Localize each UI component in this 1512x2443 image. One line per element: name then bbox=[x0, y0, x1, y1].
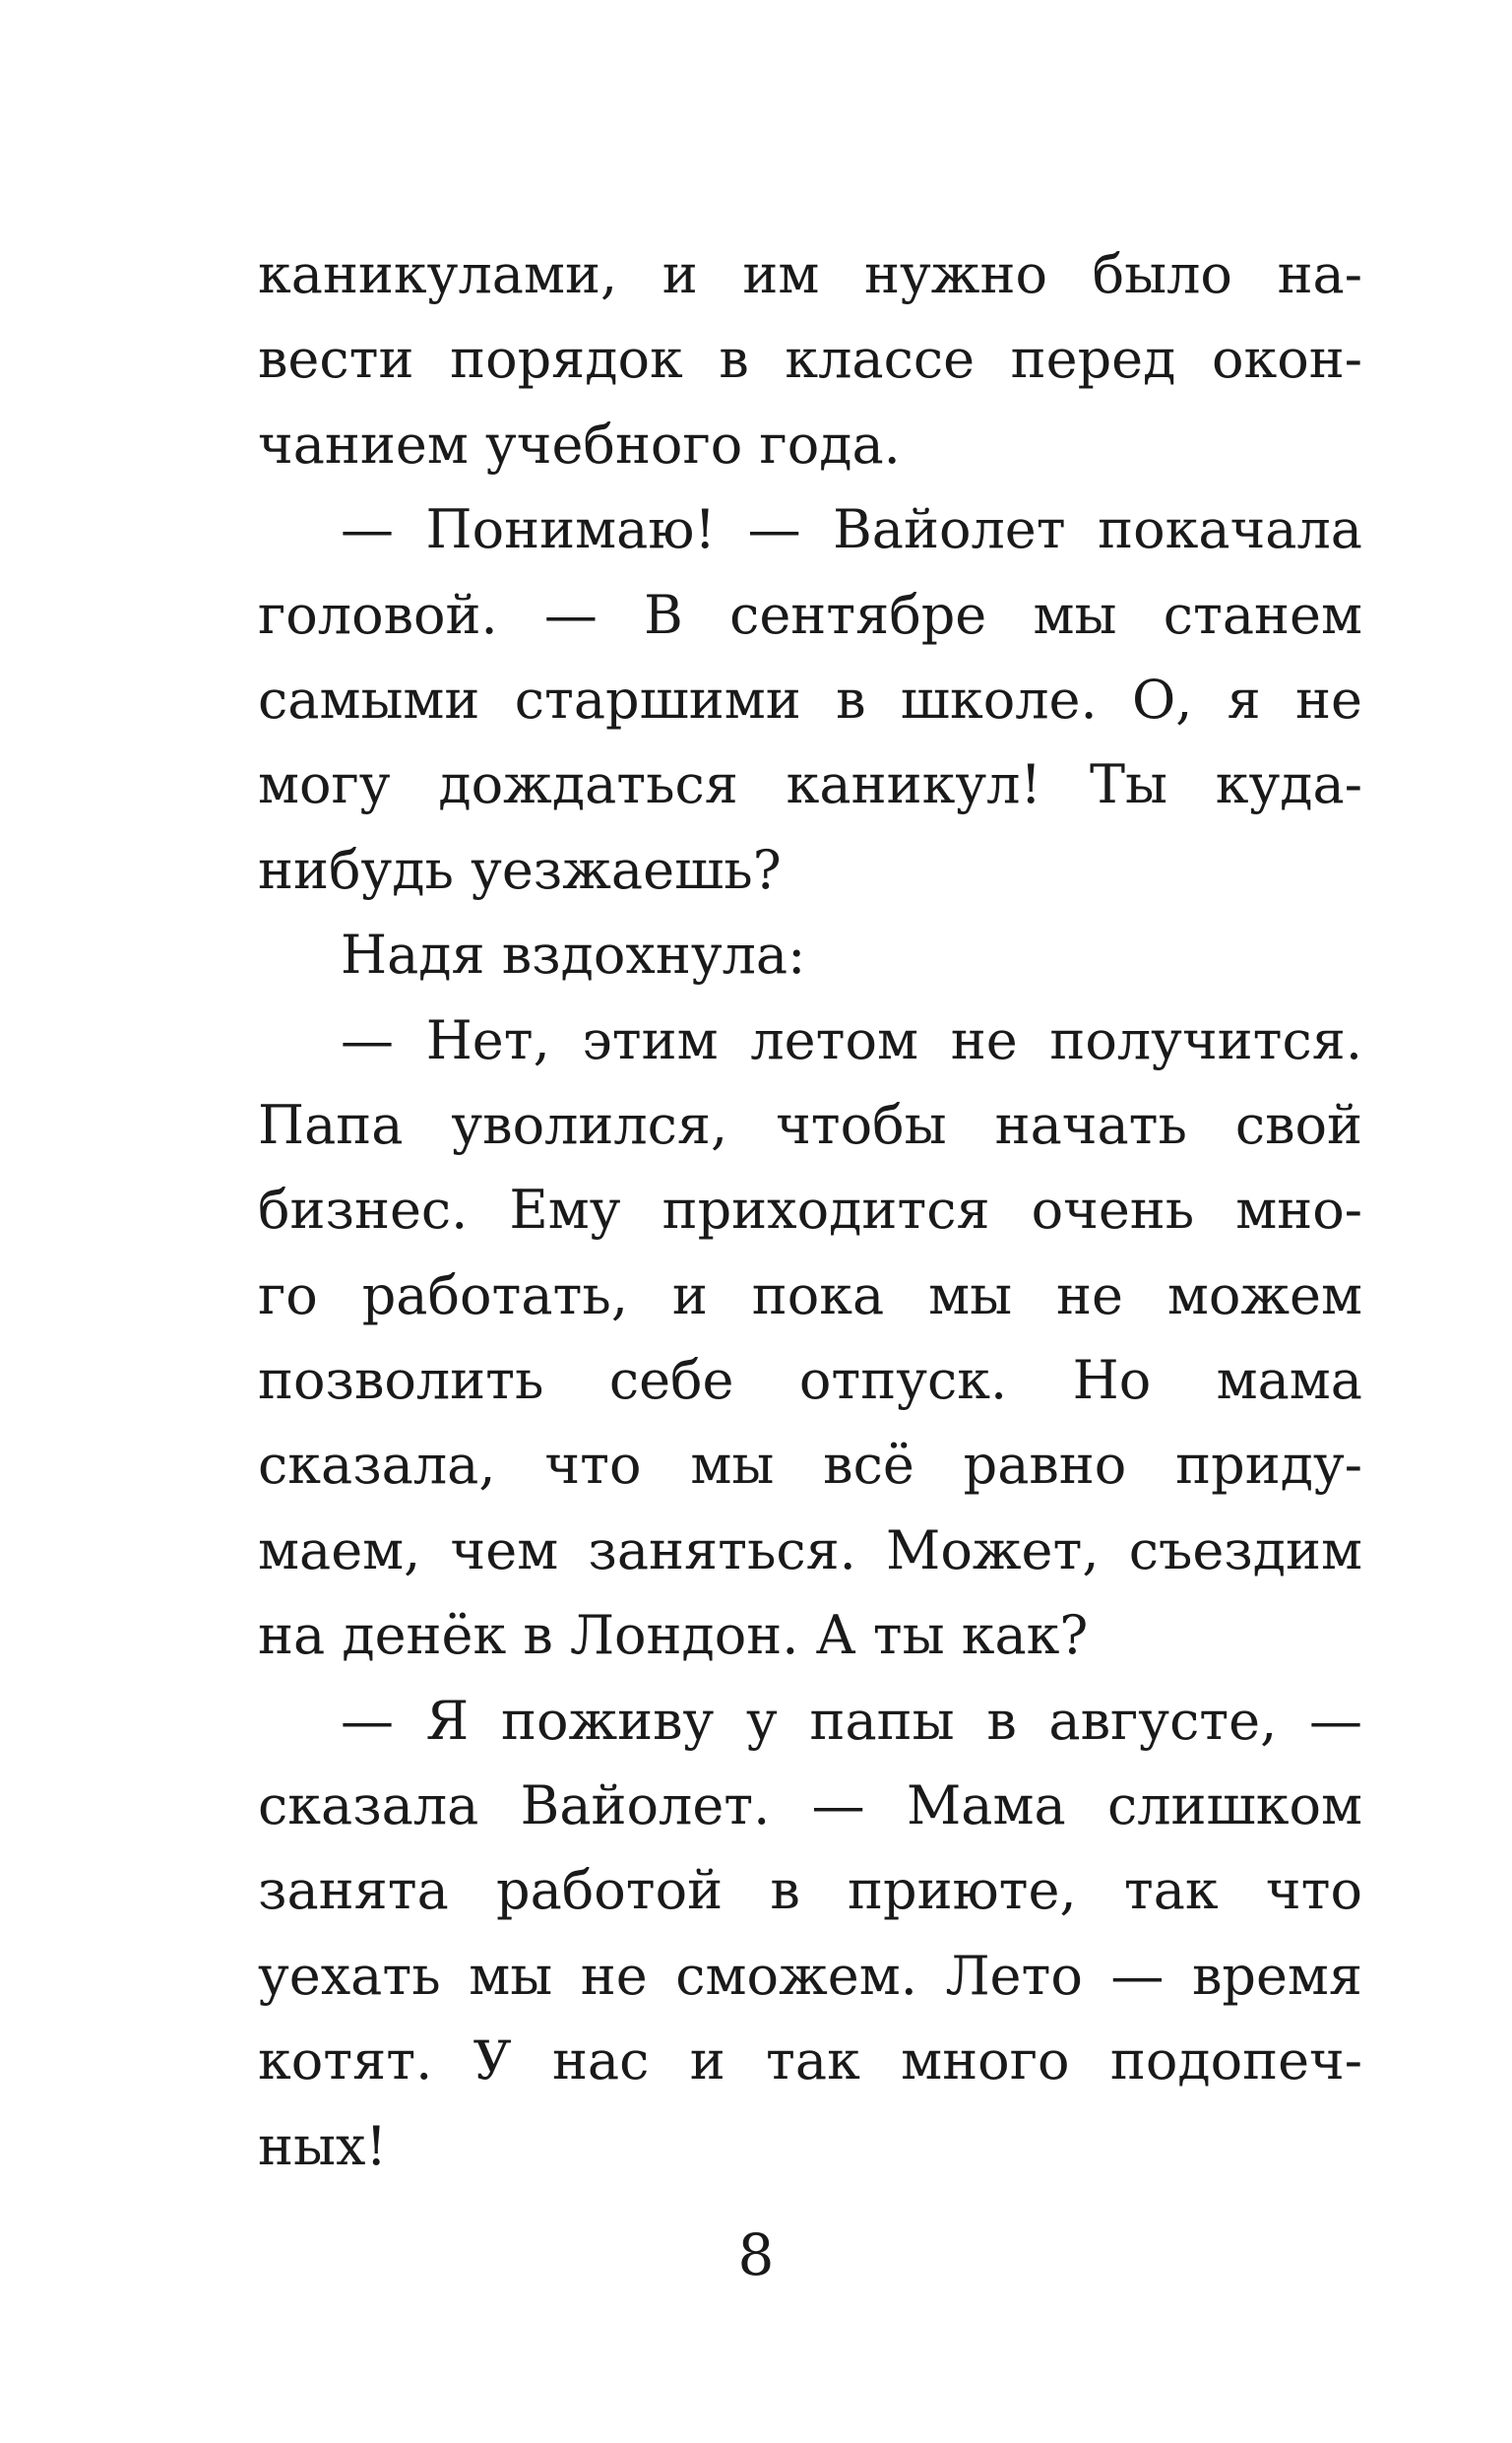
text-line: — Я поживу у папы в августе, — bbox=[341, 1689, 1362, 1752]
text-line: котят. У нас и так много подопеч- bbox=[258, 2029, 1362, 2092]
text-line: го работать, и пока мы не можем bbox=[258, 1263, 1362, 1326]
text-line: сказала, что мы всё равно приду- bbox=[258, 1434, 1362, 1497]
text-line: чанием учебного года. bbox=[258, 413, 901, 476]
text-line: бизнес. Ему приходится очень мно- bbox=[258, 1179, 1362, 1242]
page-number: 8 bbox=[737, 2221, 775, 2288]
text-line: вести порядок в классе перед окон- bbox=[258, 328, 1362, 391]
text-line: головой. — В сентябре мы станем bbox=[258, 583, 1362, 646]
text-line: на денёк в Лондон. А ты как? bbox=[258, 1604, 1089, 1667]
text-line: могу дождаться каникул! Ты куда- bbox=[258, 753, 1362, 816]
text-line: — Нет, этим летом не получится. bbox=[341, 1008, 1362, 1071]
text-line: ных! bbox=[258, 2114, 388, 2177]
text-line: маем, чем заняться. Может, съездим bbox=[258, 1518, 1362, 1581]
text-line: каникулами, и им нужно было на- bbox=[258, 243, 1362, 305]
text-line: позволить себе отпуск. Но мама bbox=[258, 1349, 1362, 1412]
text-line: нибудь уезжаешь? bbox=[258, 838, 782, 901]
body-text bbox=[258, 232, 1362, 2189]
text-line: занята работой в приюте, так что bbox=[258, 1859, 1362, 1922]
text-line: Надя вздохнула: bbox=[341, 924, 806, 987]
text-line: — Понимаю! — Вайолет покачала bbox=[341, 498, 1362, 561]
text-line: сказала Вайолет. — Мама слишком bbox=[258, 1774, 1362, 1837]
text-line: уехать мы не сможем. Лето — время bbox=[258, 1944, 1362, 2007]
text-line: Папа уволился, чтобы начать свой bbox=[258, 1093, 1362, 1156]
text-line: самыми старшими в школе. О, я не bbox=[258, 668, 1362, 731]
